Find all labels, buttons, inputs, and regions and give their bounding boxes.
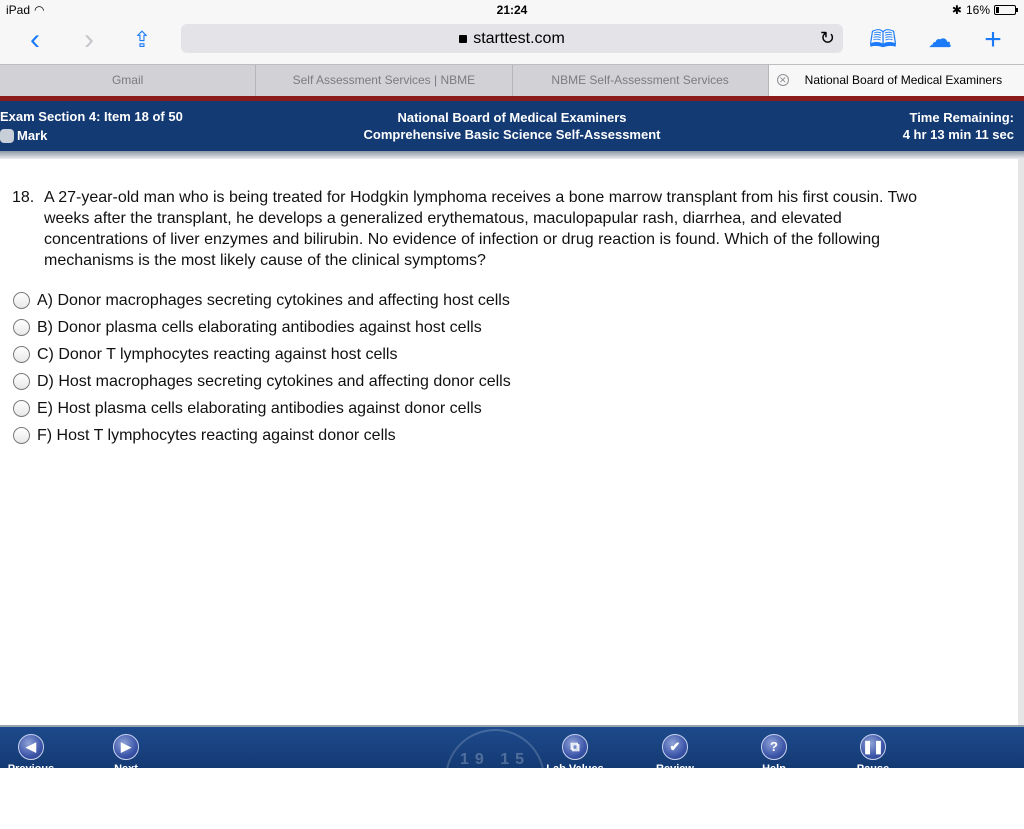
- header-shadow: [0, 151, 1024, 159]
- answer-options: [13, 287, 511, 449]
- tab-self-assessment-nbme[interactable]: Self Assessment Services | NBME: [256, 65, 512, 96]
- bluetooth-icon: ✱: [951, 3, 962, 17]
- question-number: 18.: [12, 189, 35, 206]
- browser-toolbar: [0, 20, 1024, 64]
- status-right: [952, 3, 1016, 17]
- pause-label: Pause: [856, 763, 890, 775]
- option-label: E) Host plasma cells elaborating antibodies against donor cells: [37, 399, 482, 417]
- org-title: National Board of Medical Examiners: [397, 110, 627, 125]
- help-label: Help: [762, 763, 786, 775]
- next-label: Next: [114, 763, 138, 775]
- status-bar: [0, 0, 1024, 20]
- scrollbar[interactable]: [1018, 159, 1024, 725]
- time-value: 4 hr 13 min 11 sec: [902, 127, 1014, 142]
- timer: [903, 109, 1014, 143]
- share-icon[interactable]: ⇪: [132, 27, 152, 52]
- help-icon: ?: [761, 734, 787, 760]
- review-button[interactable]: [640, 734, 710, 775]
- answer-option[interactable]: [13, 287, 511, 314]
- url-text: starttest.com: [473, 30, 565, 47]
- exam-header-center: [0, 109, 1024, 143]
- bottom-nav: [0, 725, 1024, 775]
- close-tab-icon[interactable]: ✕: [777, 74, 789, 86]
- back-icon[interactable]: ‹: [30, 23, 40, 56]
- answer-option[interactable]: [13, 395, 511, 422]
- new-tab-icon[interactable]: +: [984, 23, 1002, 56]
- mark-label: Mark: [17, 128, 48, 143]
- question-panel: [0, 159, 1018, 725]
- radio-button[interactable]: [13, 319, 30, 336]
- option-label: C) Donor T lymphocytes reacting against host cells: [37, 345, 398, 363]
- battery-icon: [994, 5, 1016, 15]
- radio-button[interactable]: [13, 346, 30, 363]
- radio-button[interactable]: [13, 400, 30, 417]
- previous-button[interactable]: [0, 734, 66, 775]
- lock-icon: [459, 35, 467, 43]
- question-stem: [12, 187, 932, 271]
- pause-icon: ❚❚: [860, 734, 886, 760]
- next-icon: ▶: [113, 734, 139, 760]
- answer-option[interactable]: [13, 422, 511, 449]
- pause-button[interactable]: [838, 734, 908, 775]
- tab-national-board[interactable]: [769, 65, 1024, 96]
- previous-icon: ◀: [18, 734, 44, 760]
- radio-button[interactable]: [13, 292, 30, 309]
- exam-header: [0, 101, 1024, 151]
- wifi-icon: ◠: [34, 3, 45, 17]
- radio-button[interactable]: [13, 427, 30, 444]
- checkmark-icon: ✔: [662, 734, 688, 760]
- answer-option[interactable]: [13, 341, 511, 368]
- answer-option[interactable]: [13, 314, 511, 341]
- section-label: Exam Section 4: Item 18 of 50: [0, 109, 183, 124]
- lab-values-icon: ⧉: [562, 734, 588, 760]
- answer-option[interactable]: [13, 368, 511, 395]
- tab-strip: [0, 64, 1024, 96]
- address-bar[interactable]: [181, 24, 843, 53]
- previous-label: Previous: [7, 763, 55, 775]
- lab-values-label: Lab Values: [546, 763, 604, 775]
- forward-icon[interactable]: ›: [84, 23, 94, 56]
- time-label: Time Remaining:: [909, 110, 1014, 125]
- tab-gmail[interactable]: Gmail: [0, 65, 256, 96]
- bookmarks-icon[interactable]: 🕮: [868, 26, 898, 53]
- review-label: Review: [656, 763, 694, 775]
- tab-label: National Board of Medical Examiners: [804, 73, 1003, 87]
- help-button[interactable]: [739, 734, 809, 775]
- option-label: A) Donor macrophages secreting cytokines and affecting host cells: [37, 291, 510, 309]
- option-label: B) Donor plasma cells elaborating antibodies against host cells: [37, 318, 482, 336]
- clock: 21:24: [496, 3, 528, 17]
- tab-nbme-self-assessment-services[interactable]: NBME Self-Assessment Services: [513, 65, 769, 96]
- nbme-seal-logo: 19 15: [445, 729, 545, 829]
- reload-icon[interactable]: ↻: [819, 28, 835, 48]
- next-button[interactable]: [91, 734, 161, 775]
- battery-percent: 16%: [965, 3, 990, 17]
- icloud-tabs-icon[interactable]: ☁: [928, 26, 952, 53]
- option-label: F) Host T lymphocytes reacting against donor cells: [37, 426, 396, 444]
- radio-button[interactable]: [13, 373, 30, 390]
- question-text: A 27-year-old man who is being treated for Hodgkin lymphoma receives a bone marrow transplant from his first cousin. Two weeks after the transplant, he develops a generalized erythematous, maculopapular rash, diarrhea, and elevated concentrations of liver enzymes and bilirubin. No evidence of infection or drug reaction is found. Which of the following mechanisms is the most likely cause of the clinical symptoms?: [44, 189, 917, 269]
- lab-values-button[interactable]: [540, 734, 610, 775]
- device-name: iPad: [6, 3, 31, 17]
- exam-title: Comprehensive Basic Science Self-Assessment: [363, 127, 661, 142]
- option-label: D) Host macrophages secreting cytokines and affecting donor cells: [37, 372, 511, 390]
